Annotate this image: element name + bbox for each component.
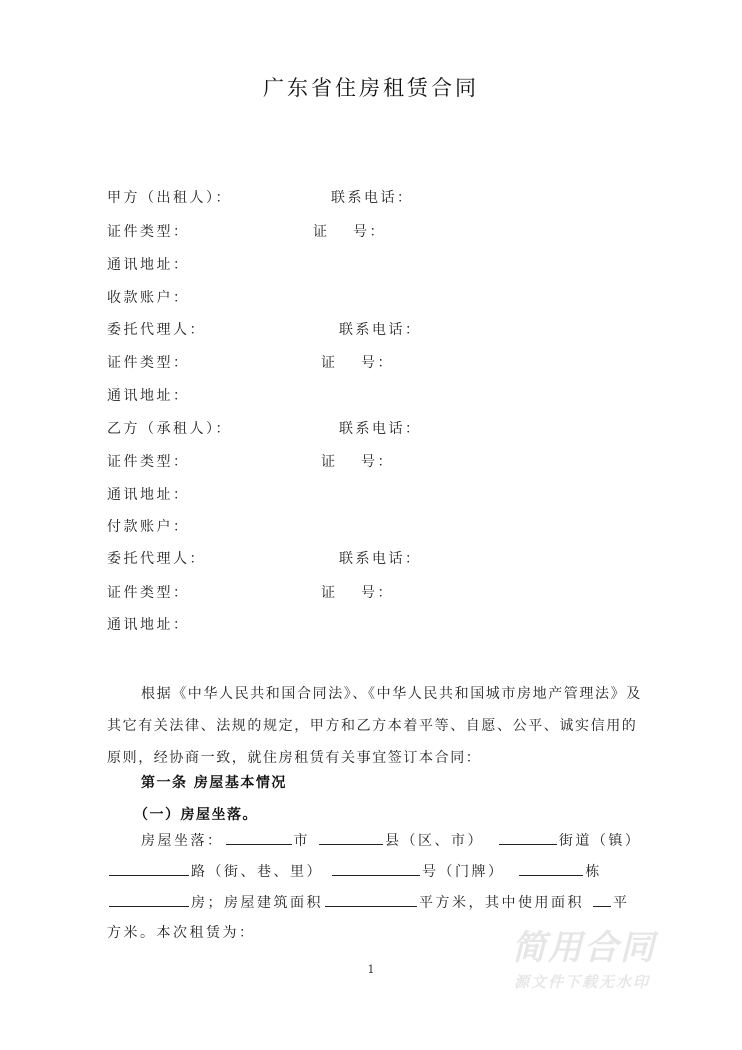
party-a-label: 甲方（出租人）： [107, 190, 232, 206]
party-b-agent-phone-label: 联系电话： [339, 551, 422, 567]
party-a-account-label: 收款账户： [107, 290, 190, 306]
location-prefix: 房屋坐落： [141, 833, 224, 849]
usable-area-blank[interactable] [593, 892, 611, 907]
location-line-1 [141, 830, 641, 850]
party-a-phone-label: 联系电话： [331, 190, 414, 206]
party-a-agent-phone-label: 联系电话： [339, 322, 422, 338]
county-label: 县（区、市） [384, 833, 484, 849]
street-label: 街道（镇） [558, 833, 642, 849]
road-blank[interactable] [109, 861, 189, 876]
floor-area-blank[interactable] [325, 892, 417, 907]
party-a-address-label: 通讯地址： [107, 257, 190, 273]
party-b-id-type-label: 证件类型： [107, 454, 190, 470]
party-a-id-no-label: 证 号： [313, 224, 386, 240]
sqm-label-1: 平方米，其中使用面积 [419, 895, 584, 911]
building-label: 栋 [585, 864, 602, 880]
room-label: 房；房屋建筑面积 [191, 895, 323, 911]
party-a-agent-id-no-label: 证 号： [321, 355, 394, 371]
party-b-label: 乙方（承租人）： [107, 421, 232, 437]
page-number: 1 [367, 963, 375, 976]
number-label: 号（门牌） [421, 864, 505, 880]
road-label: 路（街、巷、里） [191, 864, 323, 880]
city-label: 市 [293, 833, 310, 849]
building-blank[interactable] [519, 861, 583, 876]
watermark-tagline: 源文件下载无水印 [514, 973, 651, 991]
location-line-4: 方米。本次租赁为： [107, 925, 256, 941]
party-a-agent-id-type-label: 证件类型： [107, 355, 190, 371]
location-line-3 [107, 892, 629, 912]
party-b-id-no-label: 证 号： [321, 454, 394, 470]
county-blank[interactable] [319, 830, 383, 845]
party-a-id-type-label: 证件类型： [107, 224, 190, 240]
party-b-agent-id-type-label: 证件类型： [107, 585, 190, 601]
article-1-heading: 第一条 房屋基本情况 [141, 775, 287, 791]
preamble-paragraph: 根据《中华人民共和国合同法》、《中华人民共和国城市房地产管理法》及其它有关法律、法规的规定，甲方和乙方本着平等、自愿、公平、诚实信用的原则，经协商一致，就住房租赁有关事宜签订本合同： [107, 686, 642, 766]
article-1-sub1-heading: （一）房屋坐落。 [134, 807, 258, 823]
party-b-phone-label: 联系电话： [339, 421, 422, 437]
party-a-agent-label: 委托代理人： [107, 322, 206, 338]
party-b-agent-address-label: 通讯地址： [107, 617, 190, 633]
party-b-agent-id-no-label: 证 号： [321, 585, 394, 601]
party-b-address-label: 通讯地址： [107, 487, 190, 503]
party-b-agent-label: 委托代理人： [107, 551, 206, 567]
room-blank[interactable] [109, 892, 189, 907]
sqm-label-2: 平 [612, 895, 630, 911]
city-blank[interactable] [226, 830, 292, 845]
street-blank[interactable] [499, 830, 557, 845]
watermark-logo: 简用合同 [512, 928, 656, 968]
party-b-account-label: 付款账户： [107, 519, 190, 535]
location-line-2 [107, 861, 602, 881]
document-title: 广东省住房租赁合同 [263, 76, 479, 100]
number-blank[interactable] [332, 861, 420, 876]
party-a-agent-address-label: 通讯地址： [107, 388, 190, 404]
